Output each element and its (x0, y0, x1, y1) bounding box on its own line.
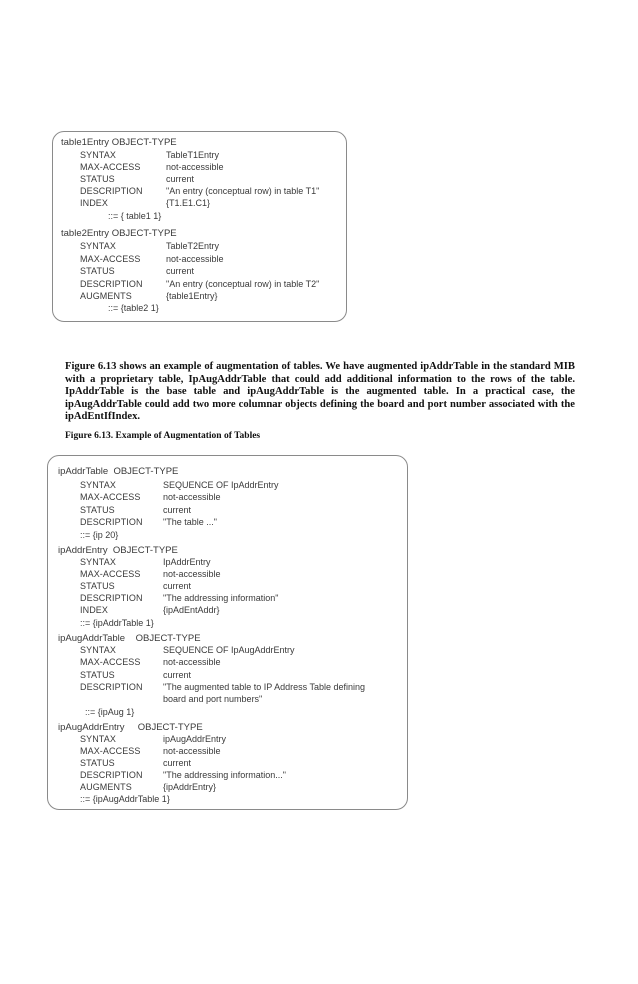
mib-key: DESCRIPTION (80, 186, 143, 196)
mib-value-continuation: board and port numbers" (163, 694, 263, 704)
mib-footer: ::= {ip 20} (80, 530, 119, 540)
mib-footer: ::= { table1 1} (108, 211, 162, 221)
mib-key: INDEX (80, 198, 109, 208)
mib-value: "The addressing information" (163, 593, 279, 603)
mib-key: MAX-ACCESS (80, 162, 141, 172)
mib-value: current (163, 670, 192, 680)
mib-key: DESCRIPTION (80, 593, 143, 603)
mib-key: STATUS (80, 174, 115, 184)
mib-key: MAX-ACCESS (80, 569, 141, 579)
mib-key: INDEX (80, 605, 109, 615)
mib-value: SEQUENCE OF IpAugAddrEntry (163, 645, 295, 655)
mib-key: SYNTAX (80, 557, 116, 567)
mib-value: ipAugAddrEntry (163, 734, 227, 744)
mib-key: MAX-ACCESS (80, 657, 141, 667)
mib-key: SYNTAX (80, 645, 116, 655)
mib-key: MAX-ACCESS (80, 254, 141, 264)
mib-key: DESCRIPTION (80, 682, 143, 692)
mib-value: {ipAdEntAddr} (163, 605, 220, 615)
mib-value: not-accessible (163, 657, 221, 667)
mib-value: not-accessible (163, 569, 221, 579)
mib-value: TableT2Entry (166, 241, 220, 251)
mib-value: current (163, 581, 192, 591)
mib-value: not-accessible (163, 746, 221, 756)
mib-value: current (166, 174, 195, 184)
mib-value: not-accessible (166, 254, 224, 264)
mib-key: STATUS (80, 266, 115, 276)
mib-key: AUGMENTS (80, 291, 132, 301)
mib-key: STATUS (80, 758, 115, 768)
mib-value: "The augmented table to IP Address Table defining (163, 682, 366, 692)
mib-value: not-accessible (166, 162, 224, 172)
mib-header: table2Entry OBJECT-TYPE (61, 228, 177, 239)
mib-header: ipAugAddrEntry OBJECT-TYPE (58, 722, 203, 733)
mib-key: DESCRIPTION (80, 279, 143, 289)
mib-value: "The table ..." (163, 517, 217, 527)
mib-footer: ::= {ipAugAddrTable 1} (80, 794, 170, 804)
mib-value: "An entry (conceptual row) in table T1" (166, 186, 320, 196)
mib-key: STATUS (80, 581, 115, 591)
mib-footer: ::= {ipAddrTable 1} (80, 618, 154, 628)
mib-value: not-accessible (163, 492, 221, 502)
mib-header: ipAddrTable OBJECT-TYPE (58, 466, 179, 477)
mib-key: SYNTAX (80, 150, 116, 160)
mib-value: current (166, 266, 195, 276)
mib-key: STATUS (80, 505, 115, 515)
mib-key: SYNTAX (80, 241, 116, 251)
mib-key: STATUS (80, 670, 115, 680)
mib-key: SYNTAX (80, 734, 116, 744)
mib-value: "An entry (conceptual row) in table T2" (166, 279, 320, 289)
mib-key: MAX-ACCESS (80, 492, 141, 502)
mib-header: table1Entry OBJECT-TYPE (61, 137, 177, 148)
figure-caption: Figure 6.13. Example of Augmentation of Tables (65, 431, 261, 441)
mib-value: {ipAddrEntry} (163, 782, 217, 792)
mib-header: ipAddrEntry OBJECT-TYPE (58, 545, 178, 556)
mib-key: SYNTAX (80, 480, 116, 490)
mib-key: DESCRIPTION (80, 517, 143, 527)
mib-footer: ::= {table2 1} (108, 303, 159, 313)
mib-value: {table1Entry} (166, 291, 218, 301)
body-paragraph: Figure 6.13 shows an example of augmentation of tables. We have augmented ipAddrTable in the standard MIB with a proprietary table, IpAugAddrTable that could add additional information to the rows of the table. IpAddrTable is the base table and ipAugAddrTable is the augmented table. In a practical case, the ipAugAddrTable could add two more columnar objects defining the board and port number associated with the ipAdEntIfIndex. (65, 361, 575, 423)
mib-value: IpAddrEntry (163, 557, 211, 567)
mib-value: {T1.E1.C1} (166, 198, 211, 208)
mib-value: "The addressing information..." (163, 770, 286, 780)
mib-value: TableT1Entry (166, 150, 220, 160)
mib-key: AUGMENTS (80, 782, 132, 792)
mib-value: current (163, 758, 192, 768)
mib-footer: ::= {ipAug 1} (85, 707, 135, 717)
mib-key: DESCRIPTION (80, 770, 143, 780)
mib-header: ipAugAddrTable OBJECT-TYPE (58, 633, 201, 644)
mib-key: MAX-ACCESS (80, 746, 141, 756)
mib-value: SEQUENCE OF IpAddrEntry (163, 480, 279, 490)
mib-value: current (163, 505, 192, 515)
